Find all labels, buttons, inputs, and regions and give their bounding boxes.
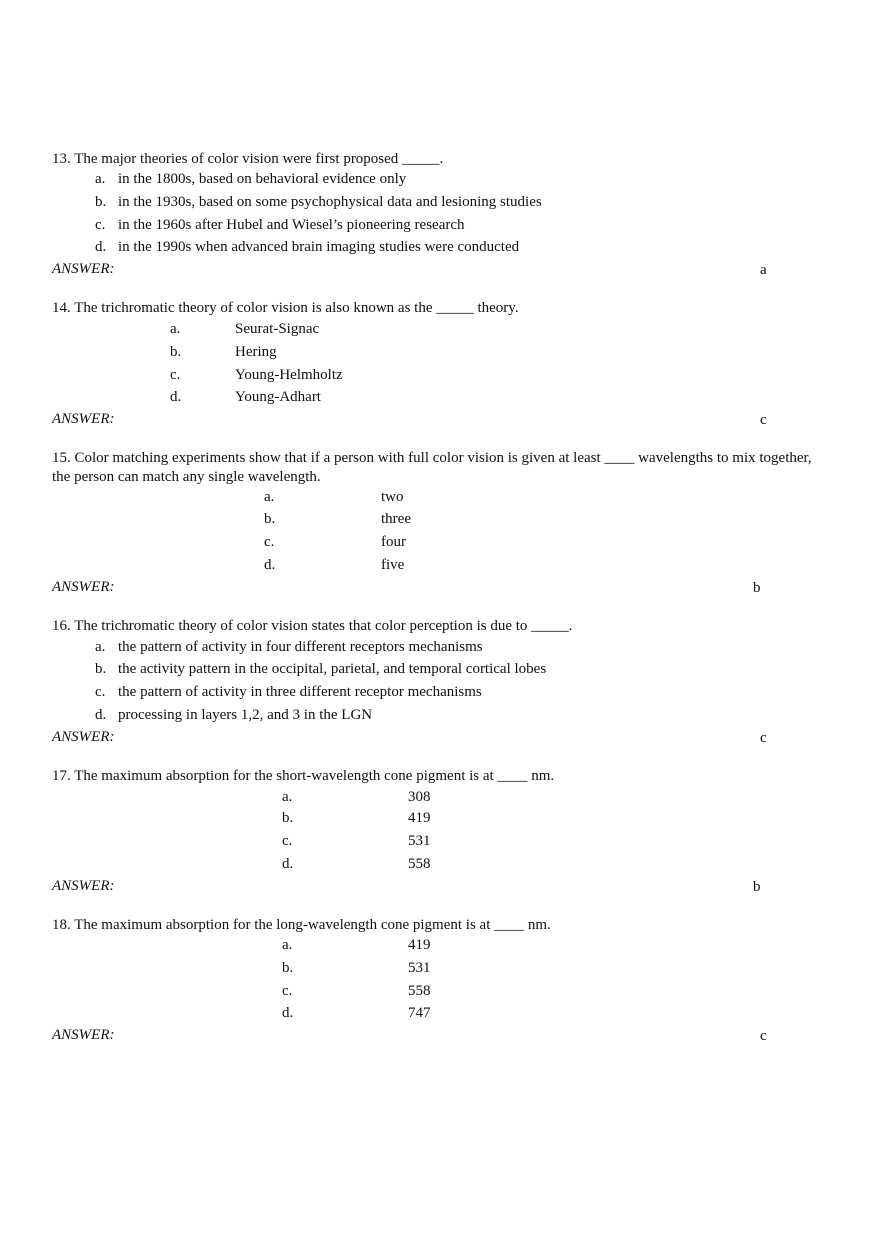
question-stem: 18. The maximum absorption for the long-wavelength cone pigment is at ____ nm. (52, 917, 551, 933)
option-text: 419 (408, 937, 431, 953)
option-text: in the 1800s, based on behavioral evidence only (118, 171, 407, 187)
option-text: Seurat-Signac (235, 321, 320, 337)
option-letter: c. (282, 833, 293, 849)
question-14 (52, 299, 822, 318)
answer-label: ANSWER: (52, 579, 115, 595)
answer-value: b (753, 580, 761, 596)
option-text: Hering (235, 344, 277, 360)
option-text: the activity pattern in the occipital, parietal, and temporal cortical lobes (118, 661, 547, 677)
question-stem: 14. The trichromatic theory of color vision is also known as the _____ theory. (52, 300, 519, 316)
option-text: the pattern of activity in four different receptors mechanisms (118, 639, 483, 655)
question-16 (52, 617, 822, 636)
answer-value: a (760, 262, 767, 278)
option-text: three (381, 511, 411, 527)
option-text: Young-Adhart (235, 389, 321, 405)
option-text: four (381, 534, 406, 550)
option-letter: d. (264, 557, 276, 573)
option-text: processing in layers 1,2, and 3 in the LGN (118, 707, 373, 723)
question-13 (52, 150, 822, 169)
option-text: 531 (408, 833, 431, 849)
answer-value: c (760, 730, 767, 746)
option-letter: a. (170, 321, 181, 337)
option-text: 308 (408, 789, 431, 805)
answer-label: ANSWER: (52, 729, 115, 745)
question-stem: 17. The maximum absorption for the short-wavelength cone pigment is at ____ nm. (52, 768, 555, 784)
answer-label: ANSWER: (52, 1027, 115, 1043)
option-letter: b. (282, 960, 294, 976)
option-text: 419 (408, 810, 431, 826)
question-stem: 16. The trichromatic theory of color vision states that color perception is due to _____. (52, 618, 573, 634)
question-17 (52, 767, 822, 786)
option-letter: b. (282, 810, 294, 826)
question-stem: 13. The major theories of color vision were first proposed _____. (52, 151, 444, 167)
option-letter: d. (170, 389, 182, 405)
option-text: in the 1930s, based on some psychophysical data and lesioning studies (118, 194, 542, 210)
option-text: Young-Helmholtz (235, 367, 343, 383)
option-letter: c. (282, 983, 293, 999)
answer-value: c (760, 1028, 767, 1044)
option-text: 531 (408, 960, 431, 976)
option-text: in the 1990s when advanced brain imaging studies were conducted (118, 239, 520, 255)
option-letter: a. (282, 789, 293, 805)
question-15 (52, 449, 822, 487)
question-18 (52, 916, 822, 935)
question-stem: 15. Color matching experiments show that if a person with full color vision is given at least ____ wavelengths to mix together, the person can match any single wavelength. (52, 450, 816, 485)
answer-label: ANSWER: (52, 411, 115, 427)
option-letter: a. (282, 937, 293, 953)
answer-value: b (753, 879, 761, 895)
option-text: 558 (408, 856, 431, 872)
option-letter: a. (264, 489, 275, 505)
option-letter: d. (95, 239, 107, 255)
answer-label: ANSWER: (52, 878, 115, 894)
option-text: five (381, 557, 405, 573)
option-text: the pattern of activity in three different receptor mechanisms (118, 684, 482, 700)
option-letter: d. (282, 856, 294, 872)
option-letter: c. (95, 217, 106, 233)
option-text: 747 (408, 1005, 431, 1021)
answer-label: ANSWER: (52, 261, 115, 277)
option-letter: a. (95, 639, 106, 655)
option-text: in the 1960s after Hubel and Wiesel’s pioneering research (118, 217, 465, 233)
option-letter: c. (264, 534, 275, 550)
option-letter: d. (95, 707, 107, 723)
option-letter: c. (170, 367, 181, 383)
option-letter: b. (95, 194, 107, 210)
option-text: 558 (408, 983, 431, 999)
option-letter: a. (95, 171, 106, 187)
option-text: two (381, 489, 404, 505)
option-letter: c. (95, 684, 106, 700)
answer-value: c (760, 412, 767, 428)
option-letter: b. (95, 661, 107, 677)
option-letter: b. (264, 511, 276, 527)
option-letter: b. (170, 344, 182, 360)
option-letter: d. (282, 1005, 294, 1021)
